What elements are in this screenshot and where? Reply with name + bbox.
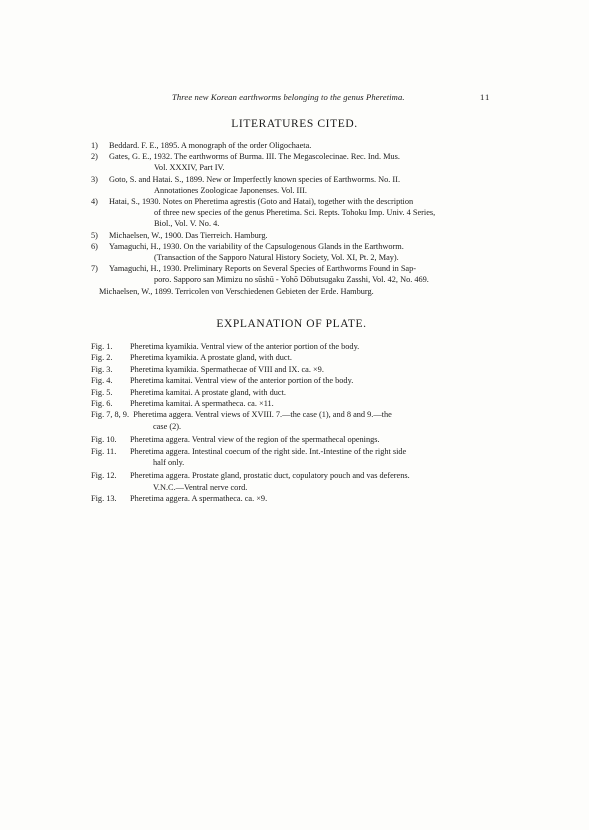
reference-text: Goto, S. and Hatai. S., 1899. New or Imperfectly known species of Earthworms. No. II. [109, 174, 401, 184]
plate-explanation-list [91, 341, 493, 505]
figure-description: Pheretima kamitai. A spermatheca. ca. ×11. [130, 399, 274, 409]
figure-description: Pheretima kyamikia. Spermathecae of VIII and IX. ca. ×9. [130, 364, 324, 374]
figure-caption [91, 434, 493, 445]
figure-caption [91, 387, 493, 398]
figure-description-continued: V.N.C.—Ventral nerve cord. [153, 482, 248, 492]
figure-number: Fig. 4. [91, 376, 113, 386]
reference-number: 6) [91, 241, 98, 251]
figure-description: Pheretima aggera. A spermatheca. ca. ×9. [130, 494, 268, 504]
figure-number: Fig. 2. [91, 353, 113, 363]
literatures-cited-heading: LITERATURES CITED. [231, 118, 358, 130]
reference-number: 1) [91, 141, 98, 150]
reference-text: Gates, G. E., 1932. The earthworms of Burma. III. The Megascolecinae. Rec. Ind. Mus. [109, 152, 400, 162]
reference-item [91, 151, 491, 173]
reference-text: Yamaguchi, H., 1930. Preliminary Reports on Several Species of Earthworms Found in Sap- [109, 264, 417, 274]
figure-description: Pheretima kyamikia. Ventral view of the anterior portion of the body. [130, 342, 360, 351]
reference-text: Yamaguchi, H., 1930. On the variability of the Capsulogenous Glands in the Earthworm. [109, 241, 404, 251]
figure-description-continued: half only. [153, 458, 185, 468]
reference-item [91, 196, 491, 230]
reference-text: Michaelsen, W., 1900. Das Tierreich. Hamburg. [109, 230, 268, 240]
figure-number: Fig. 13. [91, 494, 117, 504]
figure-description: Pheretima aggera. Intestinal coecum of the right side. Int.-Intestine of the right side [130, 446, 407, 456]
figure-number: Fig. 3. [91, 364, 113, 374]
figure-caption [91, 409, 493, 432]
figure-number: Fig. 12. [91, 471, 117, 481]
reference-number: 3) [91, 174, 98, 184]
reference-text: Beddard. F. E., 1895. A monograph of the order Oligochaeta. [109, 141, 312, 150]
figure-caption [91, 398, 493, 409]
running-title: Three new Korean earthworms belonging to the genus Pheretima. [172, 92, 405, 102]
reference-text-continued: Biol., Vol. V. No. 4. [154, 219, 220, 229]
figure-caption [91, 341, 493, 352]
reference-text: Hatai, S., 1930. Notes on Pheretima agrestis (Goto and Hatai), together with the description [109, 197, 414, 207]
reference-item [91, 241, 491, 263]
figure-number: Fig. 1. [91, 342, 113, 351]
figure-caption [91, 493, 493, 504]
reference-number: 5) [91, 230, 98, 240]
figure-number: Fig. 7, 8, 9. [91, 410, 130, 420]
figure-description: Pheretima kamitai. Ventral view of the anterior portion of the body. [130, 376, 354, 386]
figure-description: Pheretima kamitai. A prostate gland, with duct. [130, 387, 286, 397]
reference-text-continued: of three new species of the genus Pheretima. Sci. Repts. Tohoku Imp. Univ. 4 Series, [154, 208, 436, 218]
reference-text-continued: (Transaction of the Sapporo Natural History Society, Vol. XI, Pt. 2, May). [154, 253, 399, 263]
figure-number: Fig. 6. [91, 399, 113, 409]
reference-item [91, 174, 491, 196]
reference-number: 7) [91, 264, 98, 274]
figure-caption [91, 375, 493, 386]
figure-caption [91, 470, 493, 493]
reference-number: 2) [91, 152, 98, 162]
reference-text-continued: Vol. XXXIV, Part IV. [154, 163, 225, 173]
reference-unnumbered: Michaelsen, W., 1899. Terricolen von Verschiedenen Gebieten der Erde. Hamburg. [99, 286, 374, 296]
figure-caption [91, 352, 493, 363]
figure-description-continued: case (2). [153, 421, 182, 431]
reference-text-continued: Annotationes Zoologicae Japonenses. Vol. III. [154, 185, 307, 195]
figure-caption [91, 364, 493, 375]
figure-number: Fig. 11. [91, 446, 117, 456]
reference-item [91, 140, 491, 151]
reference-item [91, 230, 491, 241]
figure-caption [91, 446, 493, 469]
figure-number: Fig. 10. [91, 435, 117, 445]
figure-number: Fig. 5. [91, 387, 113, 397]
explanation-of-plate-heading: EXPLANATION OF PLATE. [216, 318, 367, 330]
figure-description: Pheretima kyamikia. A prostate gland, with duct. [130, 353, 292, 363]
reference-item [91, 263, 491, 285]
reference-number: 4) [91, 197, 98, 207]
figure-description: Pheretima aggera. Ventral view of the region of the spermathecal openings. [130, 435, 380, 445]
figure-description: Pheretima aggera. Ventral views of XVIII. 7.—the case (1), and 8 and 9.—the [133, 410, 392, 420]
page-number: 11 [480, 92, 491, 102]
reference-text-continued: poro. Sapporo san Mimizu no sūshū - Yohō Dōbutsugaku Zasshi, Vol. 42, No. 469. [154, 275, 429, 285]
references-list [91, 140, 491, 297]
figure-description: Pheretima aggera. Prostate gland, prostatic duct, copulatory pouch and vas deferens. [130, 471, 410, 481]
